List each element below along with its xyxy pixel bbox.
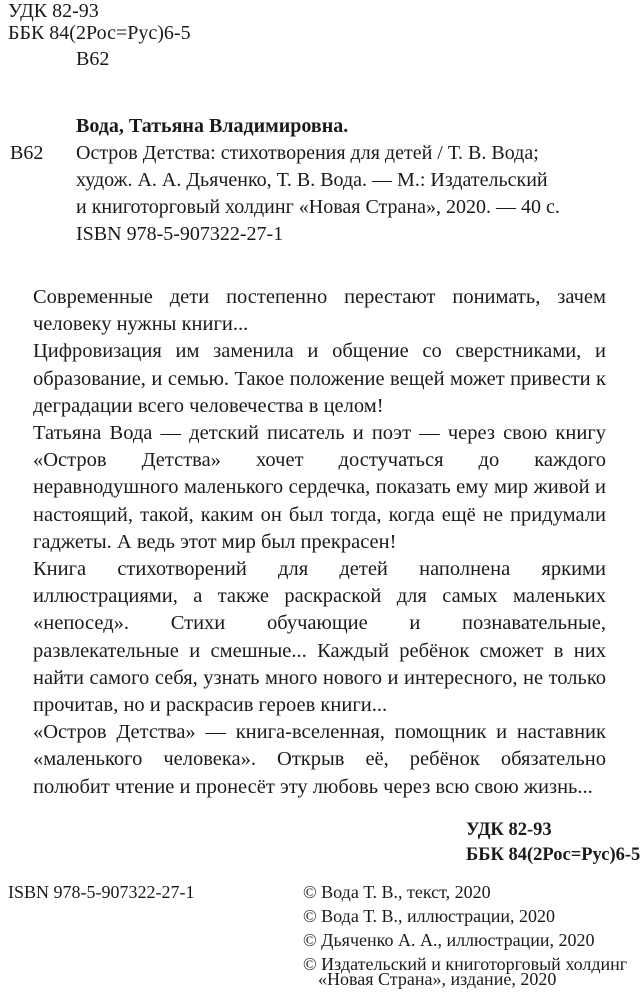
bbk-code: ББК 84(2Рос=Рус)6-5 — [8, 22, 191, 44]
card-line-publisher: и книготорговый холдинг «Новая Страна», 2020. — 40 с. — [76, 196, 560, 218]
annotation — [33, 284, 606, 801]
annotation-paragraph: Цифровизация им заменила и общение со сверстниками, и образование, и семью. Такое положение вещей может привести к деградации всего человечества в целом! — [33, 340, 606, 417]
annotation-paragraph: Современные дети постепенно перестают понимать, зачем человеку нужны книги... — [33, 286, 606, 336]
copyright-line: © Вода Т. В., текст, 2020 — [303, 882, 491, 902]
udk-code: УДК 82-93 — [8, 0, 99, 22]
card-author: Вода, Татьяна Владимировна. — [76, 115, 349, 137]
copyright-line: © Издательский и книготорговый холдинг — [303, 954, 628, 974]
card-sign: В62 — [10, 142, 44, 164]
footer-isbn: ISBN 978-5-907322-27-1 — [8, 882, 195, 902]
annotation-paragraph: Татьяна Вода — детский писатель и поэт — через свою книгу «Остров Детства» хочет достучаться до каждого неравнодушного маленького сердечка, показать ему мир живой и настоящий, такой, каким он был тогда, когда ещё не придумали гаджеты. А ведь этот мир был прекрасен! — [33, 422, 606, 553]
copyright-line: «Новая Страна», издание, 2020 — [318, 969, 557, 989]
footer-bbk-code: ББК 84(2Рос=Рус)6-5 — [466, 845, 640, 865]
card-line-illustrators: худож. А. А. Дьяченко, Т. В. Вода. — М.: Издательский — [76, 169, 548, 191]
annotation-paragraph: Книга стихотворений для детей наполнена яркими иллюстрациями, а также раскраской для самых маленьких «непосед». Стихи обучающие и познавательные, развлекательные и смешные... Каждый ребёнок сможет в них найти самого себя, узнать много нового и интересного, не только прочитав, но и раскрасив героев книги... — [33, 558, 606, 717]
author-sign: В62 — [76, 48, 110, 70]
annotation-paragraph: «Остров Детства» — книга-вселенная, помощник и наставник «маленького человека». Открыв её, ребёнок обязательно полюбит чтение и пронесёт эту любовь через всю свою жизнь... — [33, 721, 606, 798]
copyright-line: © Вода Т. В., иллюстрации, 2020 — [303, 906, 556, 926]
card-line-isbn: ISBN 978-5-907322-27-1 — [76, 223, 284, 245]
card-line-title: Остров Детства: стихотворения для детей / Т. В. Вода; — [76, 142, 539, 164]
copyright-line: © Дьяченко А. А., иллюстрации, 2020 — [303, 930, 595, 950]
footer-udk-code: УДК 82-93 — [466, 820, 552, 840]
